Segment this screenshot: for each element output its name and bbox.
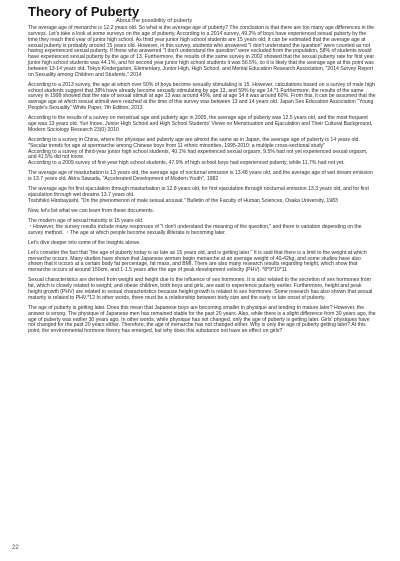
- paragraph-list-intro: Now, let's list what we can learn from these documents.: [28, 207, 155, 214]
- paragraph-puberty-later: The age of puberty is getting later. Does this mean that Japanese boys are becoming smaller in physique and tending to mature later? However, the answer is wrong. The physique of Japanese men has remained stable for the past 20 years. Also, while there is a slight difference from 30 years ago, the age of puberty was earlier 30 years ago. In other words, while physique has not changed, only the age of puberty is getting later. Girls' physiques have not changed for the past 20 years either. Therefore, the age of menarche has not changed either. Why is only the age of puberty getting later? At this point, the environmental hormone theory has emerged, but why does this substance not have an effect on girls?: [28, 304, 376, 335]
- page-title: Theory of Puberty: [28, 4, 140, 19]
- paragraph-first-ejaculation: The average age for first ejaculation through masturbation is 12.8 years old, for first ejaculation through nocturnal emission 13.3 years old, and for first ejaculation through wet dreams 13.7 years old.: [28, 186, 369, 199]
- page-number: 22: [12, 545, 19, 551]
- paragraph-survey-china: According to a survey in China, where the physique and puberty age are almost the same as in Japan, the average age of puberty is 14 years old. "Secular trends for age at spermarche among Chinese boys from 11 ethnic minorities, 1995-2010: a multiple cross-sectional study": [28, 136, 360, 149]
- paragraph-masturbation-age: The average age of masturbation is 13 years old, the average age of nocturnal emission is 13.48 years old, and the average age of wet dream emission is 13.7 years old. Akira Sawada, "Accelerated Development of Modern Youth", 1982: [28, 170, 373, 183]
- body-text: [28, 26, 376, 339]
- paragraph-finding-age: The modern age of sexual maturity is 15 years old.: [28, 217, 144, 224]
- paragraph-deeper-intro: Let's dive deeper into some of the insights above.: [28, 239, 141, 246]
- paragraph-survey-2005: According to the results of a survey on menstrual age and puberty age in 2005, the average age of puberty was 12.5 years old, and the most frequent age was 13 years old. Yuri Inose, Junior High School and High School Students' Views on Menstruation and Ejaculation and Their Cultural Background, Modern Sociology Research 23(0) 2010: [28, 115, 373, 133]
- paragraph-menarche-weight: Let's consider the fact that "the age of puberty today is as late as 15 years old, and is getting later." It is said that there is a limit to the weight at which menarche occurs. Many studies have shown that Japanese women begin menarche at an average weight of 40-42kg, and some studies have also shown that it occurs at a certain body fat percentage, fat mass, and BMI. There are also many research results regarding height, which show that menarche occurs at around 150cm, and 1-1.5 years after the age of peak development velocity (PHV). *8*9*10*11: [28, 249, 367, 274]
- paragraph-survey-third-year: According to a survey of third-year junior high school students, 40.1% had experienced sexual orgasm, 9.5% had not yet experienced sexual orgasm, and 41.5% did not know.: [28, 148, 368, 161]
- paragraph-sex-hormones: Sexual characteristics are derived from weight and height due to the influence of sex hormones. It is also related to the secretion of sex hormones from fat, which is closely related to weight, and obese children, both boys and girls, are said to experience puberty earlier. Furthermore, height and peak height growth (PHV) are related to sexual characteristics because height growth is related to sex hormones. Some research has also shown that sexual maturity is related to PHV.*12 In other words, there must be a relationship between body size and the early or late onset of puberty.: [28, 277, 373, 301]
- paragraph-survey-2014: The average age of menarche is 12.2 years old. So what is the average age of puberty? The conclusion is that there are too many age differences in the surveys. Let's take a look at some surveys on the age of puberty. According to a 2014 survey, 49.2% of boys have experienced sexual puberty by the time they reach third year of junior high school. As third year junior high school students are 15 years old, it can be estimated that the average age at sexual puberty is probably around 15 years old. However, in this survey, students who answered "I don't understand the question" were counted as not having experienced sexual puberty. If those who answered "I don't understand the question" were excluded from the population, 58% of students would have experienced sexual puberty by the age of 13. Furthermore, the results of the same survey in 2002 showed that the sexual puberty rate for first year junior high school students was 44.1%, and for second year junior high school students it was 56.5%, so it is likely that the average age at this point was between 13-14 years old. Tokyo Kindergarten, Elementary, Junior High, High School, and Mental Education Research Association, "2014 Survey Report on Sexuality among Children and Students," 2014: [28, 25, 375, 78]
- paragraph-survey-2013: According to a 2013 survey, the age at which over 50% of boys become sexually stimulating is 15. However, calculations based on a survey of male high school students suggest that 38% have already become sexually stimulating by age 13, and 59% by age 14.*1 Furthermore, the results of the same survey in 1999 showed that the rate of sexual stimuli at age 13 was around 40%, and at age 14 it was around 60%. From this, it can be assumed that the average age at which sexual stimuli were reached at the time of this survey was between 13 and 14 years old. Japan Sex Education Association "Young People's Sexuality" White Paper, 7th Edition, 2013: [28, 81, 376, 112]
- page-subtitle: About the possibility of puberty: [116, 18, 193, 24]
- paragraph-survey-2009: According to a 2009 survey of first-year high school students, 47.9% of high school boys had experienced puberty, while 11.7% had not yet.: [28, 160, 345, 167]
- paragraph-finding-variation: ・However, the survey results include many responses of "I don't understand the meaning of the question," and there is variation depending on the survey method. ・The age at which people become sexually illiterate is becoming later.: [28, 223, 362, 236]
- paragraph-hirobayashi-citation: Toshihiko Hirobayashi, "On the phenomenon of male sexual arousal." Bulletin of the Faculty of Human Sciences, Osaka University, 1983: [28, 197, 338, 204]
